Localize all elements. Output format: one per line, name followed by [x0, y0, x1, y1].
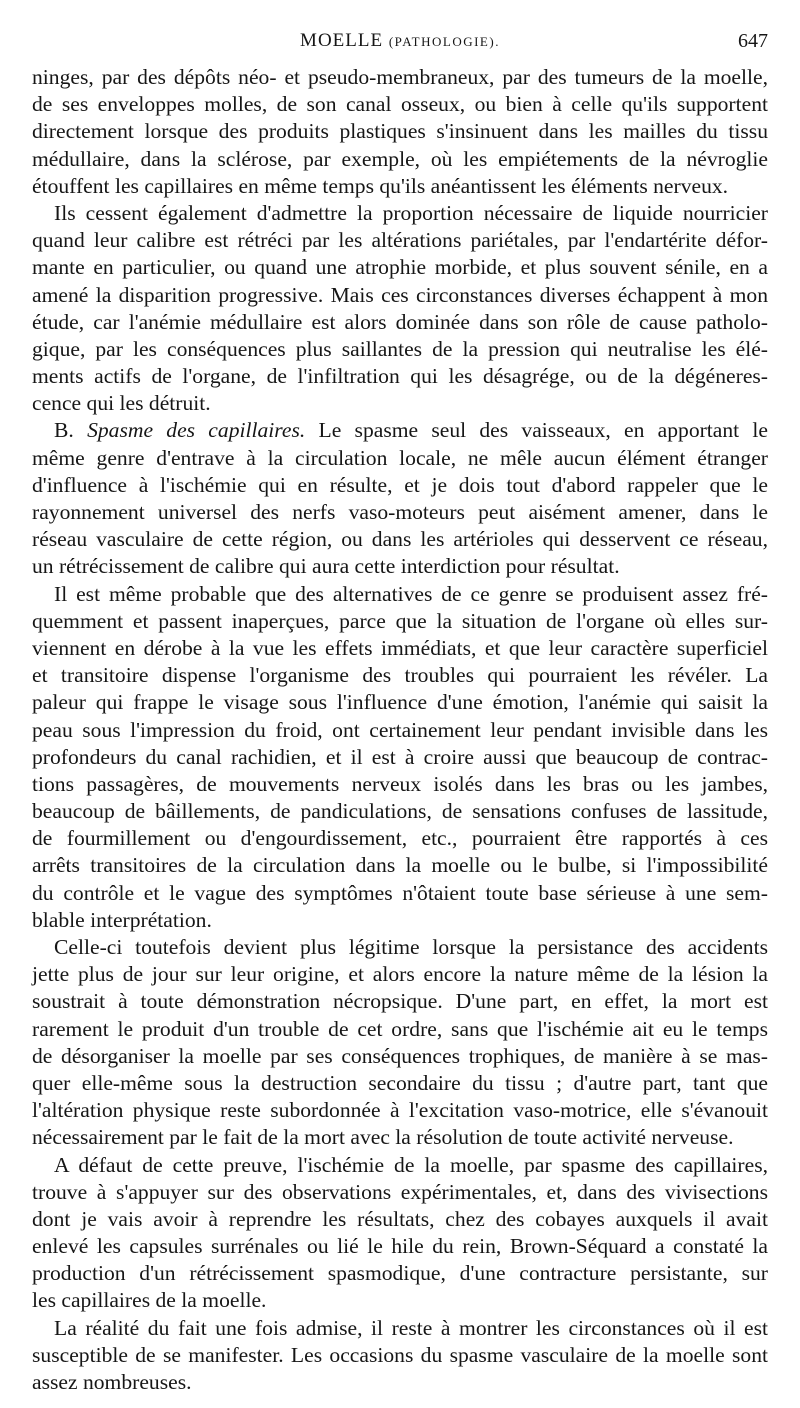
text-line: l'altération physique reste subordonnée à l'excitation vaso-motrice, elle s'évanouit [32, 1098, 768, 1123]
text-line: A défaut de cette preuve, l'ischémie de la moelle, par spasme des capillaires, [54, 1152, 768, 1177]
text-line: quand leur calibre est rétréci par les altérations pariétales, par l'endartérite défor- [32, 228, 768, 253]
text-line: beaucoup de bâillements, de pandiculations, de sensations confuses de lassitude, [32, 799, 768, 824]
text-line: de désorganiser la moelle par ses conséquences trophiques, de manière à se mas- [32, 1043, 768, 1068]
page-number: 647 [738, 30, 768, 52]
section-heading: Spasme des capillaires. [87, 418, 306, 443]
text-line: médullaire, dans la sclérose, par exemple, où les empiétements de la névroglie [32, 146, 768, 171]
paragraph-2 [32, 200, 768, 418]
paragraph-4 [32, 581, 768, 934]
section-heading-line [32, 417, 768, 444]
text-line: Celle-ci toutefois devient plus légitime lorsque la persistance des accidents [54, 935, 768, 959]
text-line: de fourmillement ou d'engourdissement, etc., pourraient être rapportés à ces [32, 826, 768, 851]
text-line: nécessairement par le fait de la mort avec la résolution de toute activité nerveuse. [32, 1125, 734, 1150]
section-label: B. [54, 418, 74, 443]
text-line-rest: Le spasme seul des vaisseaux, en apportant le [318, 418, 769, 443]
text-line: rayonnement universel des nerfs vaso-moteurs peut aisément amener, dans le [32, 500, 768, 524]
text-line: même genre d'entrave à la circulation locale, ne mêle aucun élément étranger [32, 445, 768, 470]
text-line: profondeurs du canal rachidien, et il est à croire aussi que beaucoup de contrac- [32, 744, 768, 769]
page-header [32, 30, 768, 58]
paragraph-3 [32, 417, 768, 580]
text-line: mante en particulier, ou quand une atrophie morbide, et plus souvent sénile, en a [32, 255, 768, 280]
text-line: ments actifs de l'organe, de l'infiltration qui les désagrége, ou de la dégéneres- [32, 364, 768, 389]
text-line: La réalité du fait une fois admise, il reste à montrer les circonstances où il est [54, 1315, 768, 1340]
text-line: du contrôle et le vague des symptômes n'ôtaient toute base sérieuse à une sem- [32, 880, 768, 905]
text-line: susceptible de se manifester. Les occasions du spasme vasculaire de la moelle sont [32, 1342, 768, 1367]
text-line: Il est même probable que des alternatives de ce genre se produisent assez fré- [54, 581, 768, 606]
text-line: quemment et passent inaperçues, parce que la situation de l'organe où elles sur- [32, 608, 768, 633]
text-line: étouffent les capillaires en même temps qu'ils anéantissent les éléments nerveux. [32, 173, 729, 198]
paragraph-6 [32, 1152, 768, 1315]
text-line: soustrait à toute démonstration nécropsique. D'une part, en effet, la mort est [32, 989, 768, 1014]
running-head [32, 30, 768, 52]
text-line: cence qui les détruit. [32, 391, 211, 416]
text-line: gique, par les conséquences plus saillantes de la pression qui neutralise les élé- [32, 336, 768, 361]
paragraph-5 [32, 934, 768, 1152]
text-line: un rétrécissement de calibre qui aura cette interdiction pour résultat. [32, 554, 620, 579]
paragraph-7 [32, 1315, 768, 1397]
text-line: les capillaires de la moelle. [32, 1288, 267, 1313]
text-line: rarement le produit d'un trouble de cet ordre, sans que l'ischémie ait eu le temps [32, 1016, 768, 1041]
text-line: étude, car l'anémie médullaire est alors dominée dans son rôle de cause patholo- [32, 309, 768, 334]
text-line: paleur qui frappe le visage sous l'influence d'une émotion, l'anémie qui saisit la [32, 690, 768, 715]
paragraph-1 [32, 64, 768, 200]
text-line: peau sous l'impression du froid, ont certainement leur pendant invisible dans les [32, 717, 768, 742]
running-title: MOELLE [300, 30, 384, 51]
text-line: réseau vasculaire de cette région, ou dans les artérioles qui desservent ce réseau, [32, 527, 768, 552]
text-line: quer elle-même sous la destruction secondaire du tissu ; d'autre part, tant que [32, 1070, 768, 1095]
text-line: arrêts transitoires de la circulation dans la moelle ou le bulbe, si l'impossibilité [32, 853, 768, 878]
text-line: dont je vais avoir à reprendre les résultats, chez des cobayes auxquels il avait [32, 1206, 768, 1231]
text-line: production d'un rétrécissement spasmodique, d'une contracture persistante, sur [32, 1261, 768, 1286]
text-line: assez nombreuses. [32, 1370, 192, 1394]
text-line: blable interprétation. [32, 907, 212, 932]
text-line: trouve à s'appuyer sur des observations expérimentales, et, dans des vivisections [32, 1179, 768, 1204]
text-line: d'influence à l'ischémie qui en résulte, et je dois tout d'abord rappeler que le [32, 472, 768, 497]
running-subtitle: (PATHOLOGIE). [388, 34, 500, 49]
text-line: directement lorsque des produits plastiques s'insinuent dans les mailles du tissu [32, 119, 768, 144]
text-line: tions passagères, de mouvements nerveux isolés dans les bras ou les jambes, [32, 771, 768, 796]
text-line: ninges, par des dépôts néo- et pseudo-membraneux, par des tumeurs de la moelle, [32, 65, 768, 89]
text-line: amené la disparition progressive. Mais ces circonstances diverses échappent à mon [32, 282, 768, 307]
text-line: enlevé les capsules surrénales ou lié le hile du rein, Brown-Séquard a constaté la [32, 1234, 768, 1259]
text-line: viennent en dérobe à la vue les effets immédiats, et que leur caractère superficiel [32, 635, 768, 660]
text-line: Ils cessent également d'admettre la proportion nécessaire de liquide nourricier [54, 200, 768, 225]
text-line: et transitoire dispense l'organisme des troubles qui pourraient les révéler. La [32, 663, 768, 688]
body-text [32, 64, 768, 1396]
text-line: jette plus de jour sur leur origine, et alors encore la nature même de la lésion la [32, 962, 768, 987]
text-line: de ses enveloppes molles, de son canal osseux, ou bien à celle qu'ils supportent [32, 92, 768, 117]
